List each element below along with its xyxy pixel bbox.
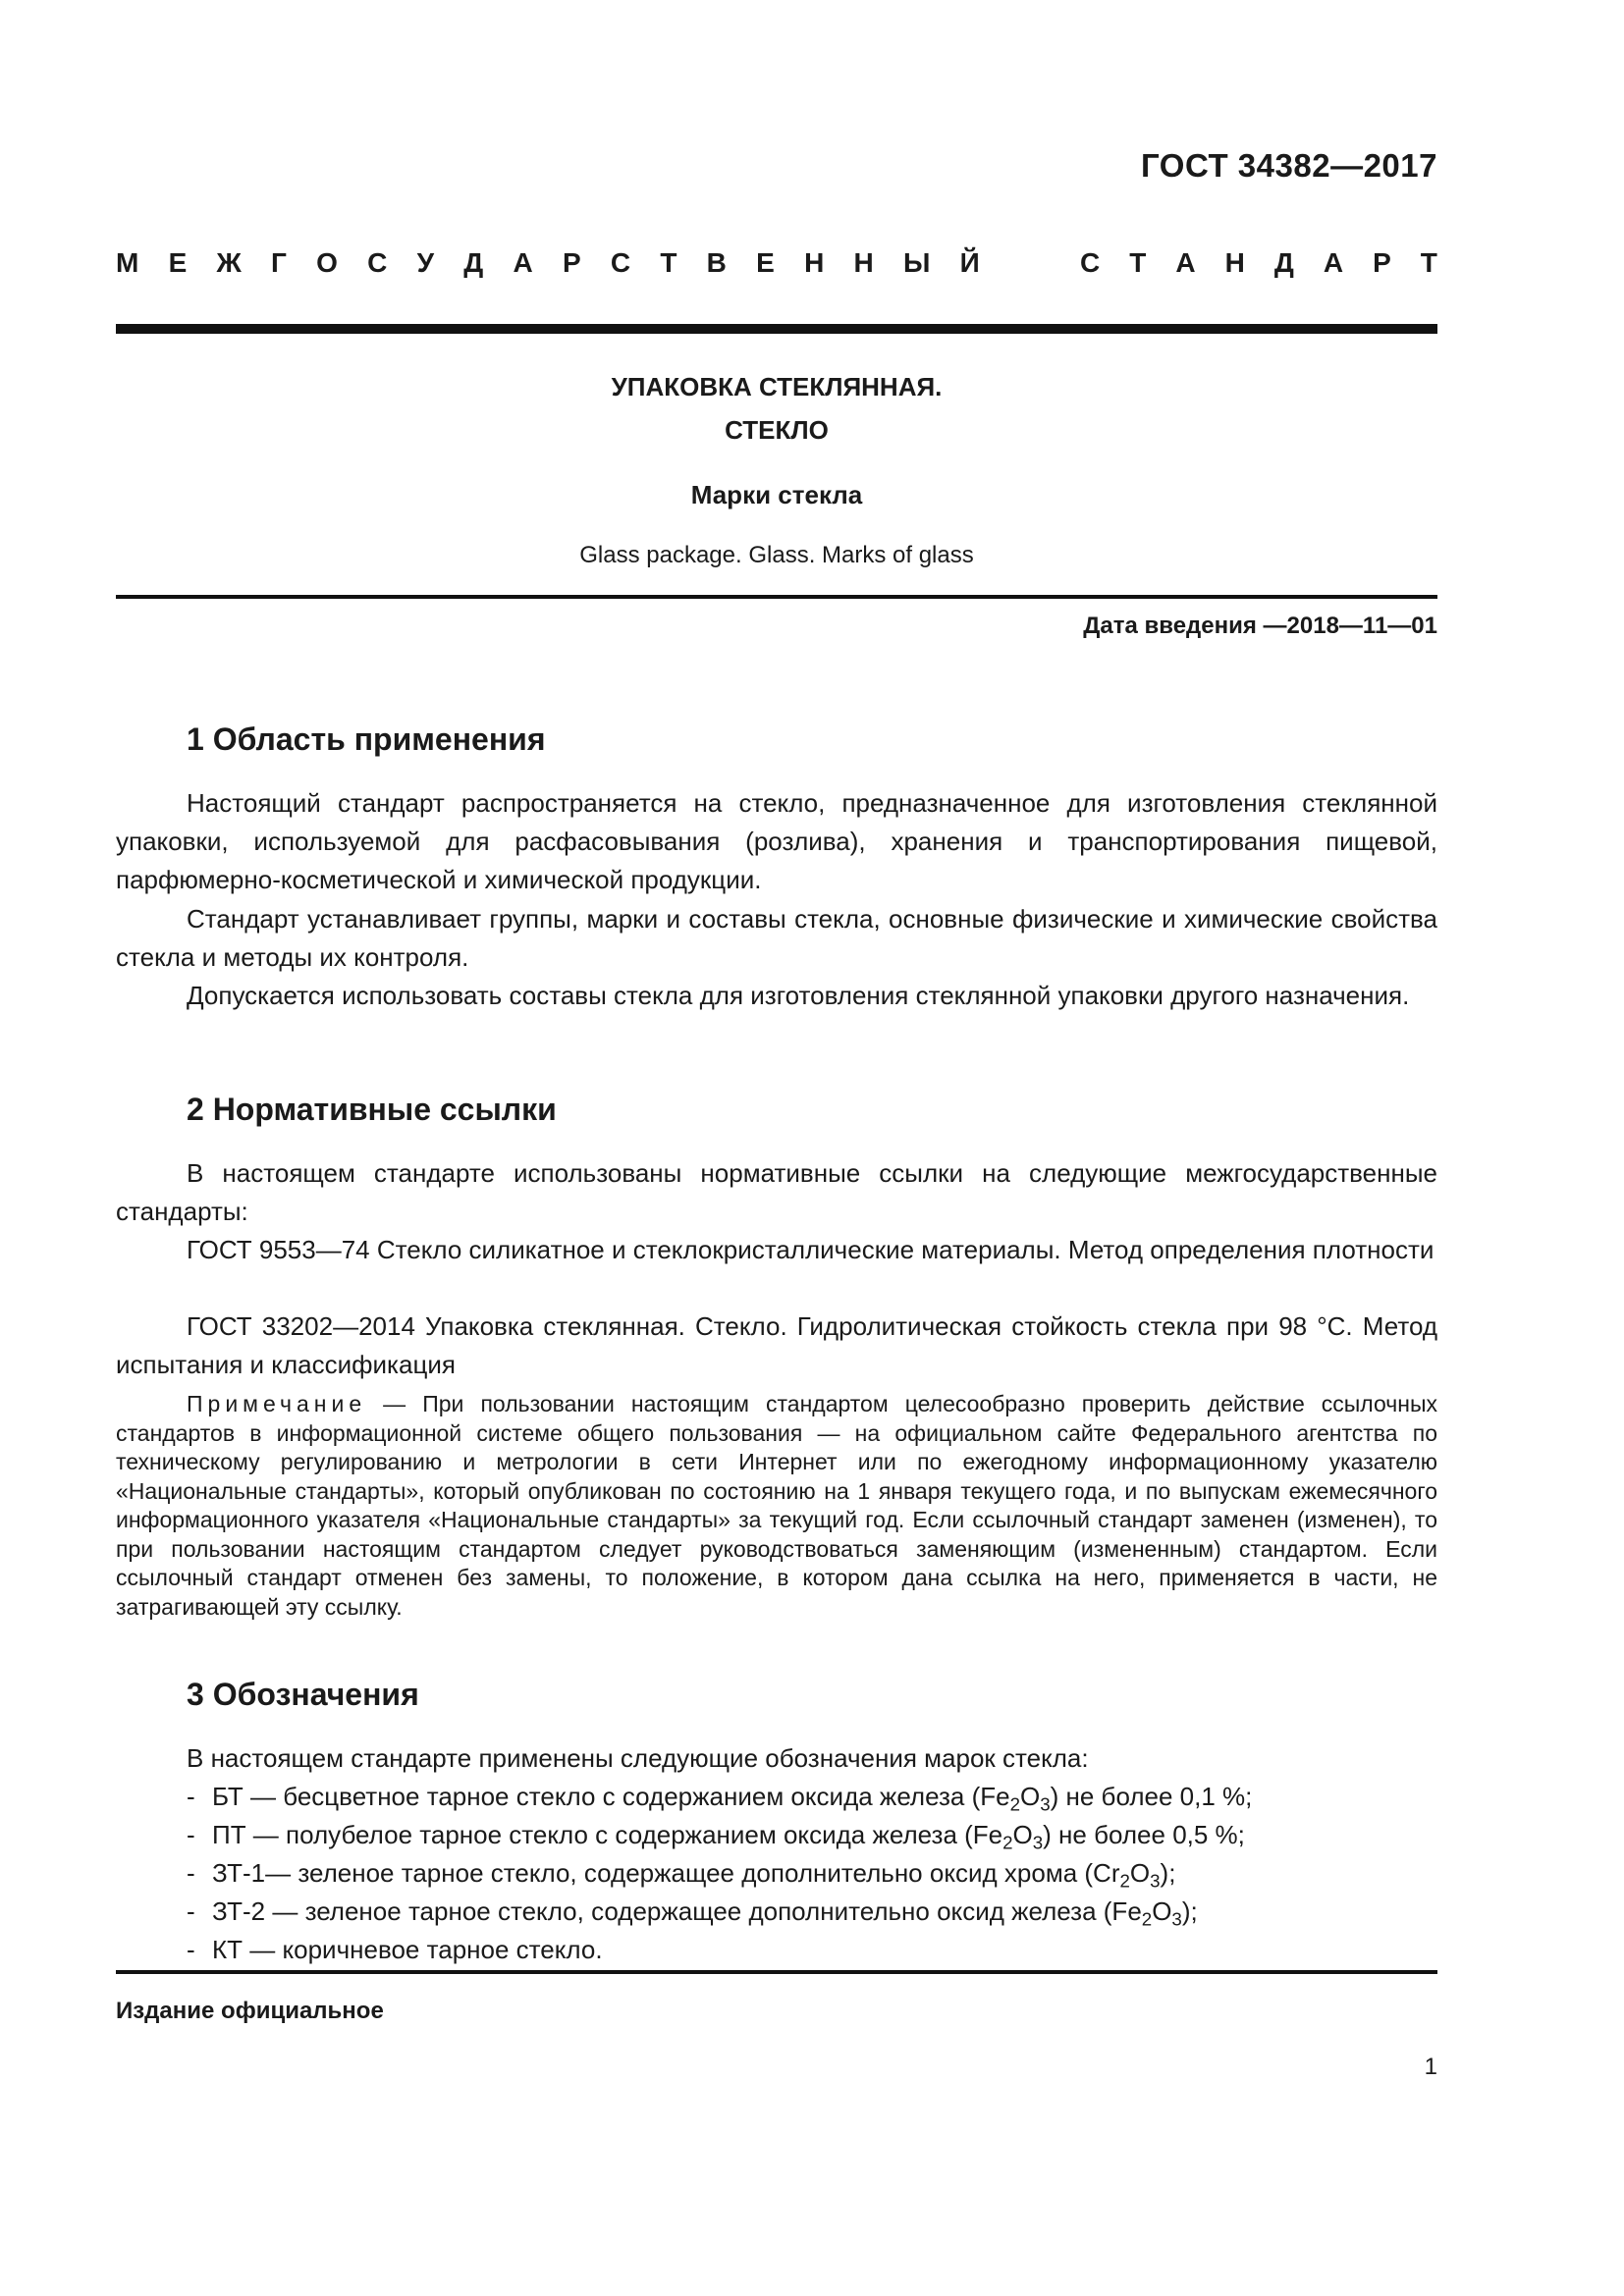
page-number: 1	[1424, 2054, 1437, 2080]
list-dash: -	[187, 1935, 195, 1964]
list-item: - КТ — коричневое тарное стекло.	[187, 1931, 1437, 1969]
section-1-heading: 1 Область применения	[187, 721, 546, 757]
section-1-paragraph-1: Настоящий стандарт распространяется на стекло, предназначенное для изготовления стеклянной упаковки, используемой для расфасовывания (розлива), хранения и транспортирования пищевой, парфюмерно-косметической и химической продукции.	[116, 788, 1437, 894]
section-1-paragraph-2: Стандарт устанавливает группы, марки и составы стекла, основные физические и химические свойства стекла и методы их контроля.	[116, 904, 1437, 972]
section-2-note	[116, 1390, 1437, 1622]
title-line-1: УПАКОВКА СТЕКЛЯННАЯ.	[611, 372, 943, 401]
title-line-2: СТЕКЛО	[725, 415, 829, 445]
section-2-reference-1: ГОСТ 9553—74 Стекло силикатное и стеклокристаллические материалы. Метод определения плотности	[187, 1235, 1435, 1264]
title-subtitle: Марки стекла	[690, 480, 863, 509]
list-item: - ПТ — полубелое тарное стекло с содержанием оксида железа $(Fe_2O_3)$ не более 0,5 %;	[187, 1816, 1437, 1854]
list-dash: -	[187, 1896, 195, 1926]
document-code: ГОСТ 34382—2017	[1141, 147, 1437, 184]
title-english: Glass package. Glass. Marks of glass	[579, 542, 974, 568]
list-dash: -	[187, 1782, 195, 1811]
title-divider	[116, 595, 1437, 599]
list-item: - БТ — бесцветное тарное стекло с содержанием оксида железа $(Fe_2O_3)$ не более 0,1 %;	[187, 1778, 1437, 1816]
note-text: — При пользовании настоящим стандартом целесообразно проверить действие ссылочных стандартов в информационной системе общего пользования — на официальном сайте Федерального агентства по техническому регулированию и метрологии в сети Интернет или по ежегодному информационному указателю «Национальные стандарты», который опубликован по состоянию на 1 января текущего года, и по выпускам ежемесячного информационного указателя «Национальные стандарты» за текущий год. Если ссылочный стандарт заменен (изменен), то при пользовании настоящим стандартом следует руководствоваться заменяющим (измененным) стандартом. Если ссылочный стандарт отменен без замены, то положение, в котором дана ссылка на него, применяется в части, не затрагивающей эту ссылку.	[116, 1391, 1437, 1620]
introduction-date: Дата введения —2018—11—01	[1083, 613, 1437, 639]
section-2-reference-2: ГОСТ 33202—2014 Упаковка стеклянная. Стекло. Гидролитическая стойкость стекла при 98 °С. Метод испытания и классификация	[116, 1311, 1437, 1379]
footer-divider	[116, 1970, 1437, 1974]
banner-word-standard: С Т А Н Д А Р Т	[1080, 247, 1437, 278]
section-2-paragraph-1: В настоящем стандарте использованы нормативные ссылки на следующие межгосударственные стандарты:	[116, 1158, 1437, 1226]
list-dash: -	[187, 1820, 195, 1849]
official-edition-label: Издание официальное	[116, 1998, 384, 2024]
title-block	[116, 365, 1437, 575]
section-3-heading: 3 Обозначения	[187, 1677, 419, 1712]
interstate-standard-banner	[116, 247, 1437, 279]
list-dash: -	[187, 1858, 195, 1888]
list-item: - ЗТ-2 — зеленое тарное стекло, содержащее дополнительно оксид железа $(Fe_2O_3)$;	[187, 1893, 1437, 1931]
section-2-heading: 2 Нормативные ссылки	[187, 1092, 557, 1127]
header-divider-thick	[116, 324, 1437, 334]
note-label: Примечание	[187, 1391, 367, 1416]
banner-word-interstate: М Е Ж Г О С У Д А Р С Т В Е Н Н Ы Й	[116, 247, 980, 278]
list-item: - ЗТ-1— зеленое тарное стекло, содержащее дополнительно оксид хрома $(Cr_2O_3)$;	[187, 1854, 1437, 1893]
designations-intro: В настоящем стандарте применены следующие обозначения марок стекла:	[187, 1743, 1089, 1773]
section-1-paragraph-3: Допускается использовать составы стекла для изготовления стеклянной упаковки другого назначения.	[187, 981, 1410, 1010]
designations-list	[187, 1739, 1437, 1969]
